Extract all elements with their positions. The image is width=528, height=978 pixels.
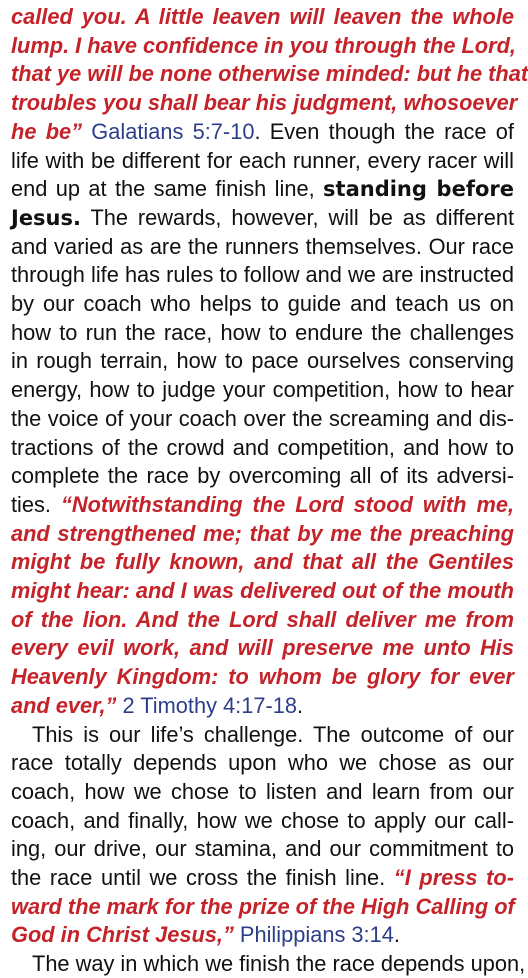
text-line <box>11 147 514 175</box>
scripture-quote: “I press to- <box>393 865 514 890</box>
body-text: This is our life’s challenge. The outcome of our <box>32 721 514 747</box>
body-text: complete the race by overcoming all of its adversi- <box>11 463 514 489</box>
body-text: . Even though the race of <box>254 118 514 144</box>
text-line <box>32 721 514 749</box>
body-text: race totally depends upon who we chose as our <box>11 750 514 776</box>
text-line <box>11 347 514 375</box>
text-line <box>11 606 514 634</box>
text-line <box>11 405 514 433</box>
scripture-quote: troubles you shall bear his judgment, whosoever <box>11 90 518 116</box>
text-line <box>11 835 514 863</box>
emphasis-text: standing before <box>323 177 514 202</box>
body-text: by our coach who helps to guide and teach us on <box>11 291 514 316</box>
body-text: how to run the race, how to endure the challenges <box>11 319 514 345</box>
text-line <box>11 864 514 892</box>
text-line <box>11 32 514 60</box>
scripture-reference: Galatians 5:7-10 <box>91 118 255 144</box>
text-line <box>11 376 514 404</box>
body-text: The rewards, however, will be as different <box>80 204 514 230</box>
scripture-quote: might be fully known, and that all the Gentiles <box>11 549 514 575</box>
text-line <box>11 3 514 31</box>
body-text: tractions of the crowd and competition, and how to <box>11 434 514 460</box>
text-line <box>11 577 514 605</box>
text-line <box>11 290 514 318</box>
scripture-reference: 2 Timothy 4:17-18 <box>122 692 297 718</box>
scripture-quote: called you. A little leaven will leaven the whole <box>11 4 514 29</box>
scripture-quote: Heavenly Kingdom: to whom be glory for ever <box>11 664 514 690</box>
body-text: the voice of your coach over the screaming and dis- <box>11 405 514 431</box>
text-line <box>32 950 526 978</box>
scripture-quote: God in Christ Jesus,” <box>11 922 234 948</box>
body-text <box>82 119 91 144</box>
text-line <box>11 434 514 462</box>
body-text: . <box>393 922 400 948</box>
body-text: ing, our drive, our stamina, and our commitment to <box>11 836 514 862</box>
text-line <box>11 204 514 232</box>
scripture-quote: “Notwithstanding the Lord stood with me, <box>60 491 515 517</box>
scripture-quote: every evil work, and will preserve me unto His <box>11 635 514 661</box>
text-line <box>11 893 514 921</box>
body-text: ties. <box>11 491 61 517</box>
text-line <box>11 520 514 548</box>
body-text: energy, how to judge your competition, how to hear <box>11 377 514 403</box>
body-text: coach, how we chose to listen and learn from our <box>11 778 514 804</box>
body-text: coach, and finally, how we chose to apply our call- <box>11 807 514 833</box>
emphasis-text: Jesus. <box>11 205 81 230</box>
text-line <box>11 807 514 835</box>
text-line <box>11 778 514 806</box>
body-text: through life has rules to follow and we are instructed <box>11 262 514 288</box>
text-line <box>11 634 514 662</box>
body-text: life with be different for each runner, every racer will <box>11 147 514 173</box>
text-line <box>11 118 514 146</box>
scripture-quote: lump. I have confidence in you through the Lord, <box>11 32 516 58</box>
text-line <box>11 175 514 203</box>
scripture-quote: of the lion. And the Lord shall deliver me from <box>11 606 514 632</box>
text-line <box>11 692 514 720</box>
text-line <box>11 749 514 777</box>
text-line <box>11 60 528 88</box>
scripture-reference: Philippians 3:14 <box>239 922 394 948</box>
scripture-quote: that ye will be none otherwise minded: but he that <box>11 61 528 87</box>
scripture-quote: ward the mark for the prize of the High Calling of <box>11 893 515 919</box>
text-line <box>11 89 518 117</box>
scripture-quote: might hear: and I was delivered out of the mouth <box>11 578 514 603</box>
text-line <box>11 663 514 691</box>
text-line <box>11 261 514 289</box>
body-text: The way in which we finish the race depends upon, <box>32 951 526 977</box>
body-text: . <box>296 692 304 718</box>
scripture-quote: and strengthened me; that by me the preaching <box>11 520 514 546</box>
text-line <box>11 921 514 949</box>
text-line <box>11 491 514 519</box>
body-text: end up at the same finish line, <box>11 176 324 202</box>
scripture-quote: and ever,” <box>11 692 117 718</box>
text-line <box>11 548 514 576</box>
scripture-quote: he be” <box>11 118 83 144</box>
body-text: in rough terrain, how to pace ourselves conserving <box>11 348 514 374</box>
text-line <box>11 319 514 347</box>
body-text: the race until we cross the finish line. <box>11 865 394 890</box>
body-text: and varied as are the runners themselves. Our race <box>11 233 514 259</box>
text-line <box>11 233 514 261</box>
text-line <box>11 462 514 490</box>
